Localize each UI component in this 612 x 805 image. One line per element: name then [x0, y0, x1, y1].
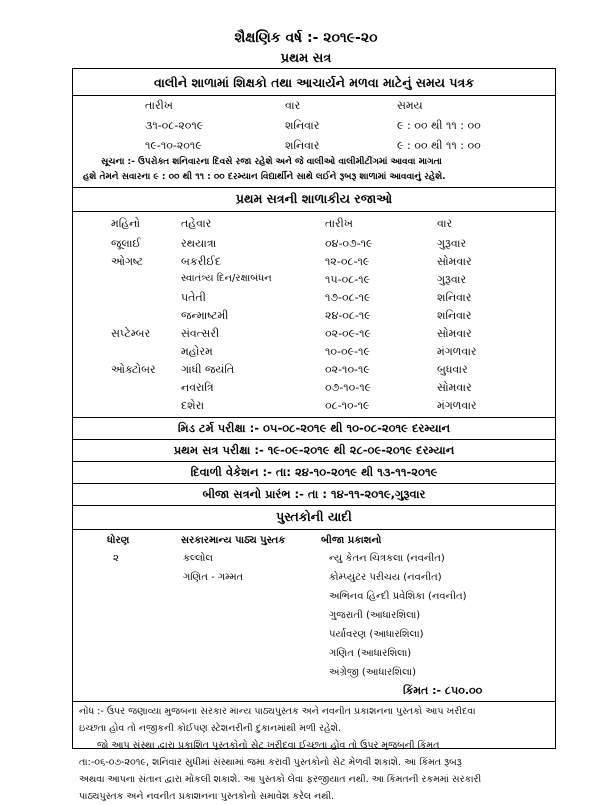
meeting-day: શનિવાર: [285, 119, 320, 132]
academic-year-title: શૈક્ષણિક વર્ષ :- ૨૦૧૯-૨૦: [234, 30, 378, 46]
holiday-date: ૦૮-૧૦-૧૯: [325, 399, 370, 412]
holiday-festival: બકરીઈદ: [181, 255, 222, 268]
meeting-note-line: હશે તેમને સવારના ૯ : ૦૦ થી ૧૧ : ૦૦ દરમ્યાન વિદ્યાર્થીને સાથે લઈને રૂબરૂ શાળામાં આવવાનું રહેશે.: [83, 172, 446, 182]
holiday-day: મંગળવાર: [437, 345, 477, 358]
holiday-row: [73, 255, 555, 274]
books-col-other: બીજા પ્રકાશનો: [321, 535, 382, 546]
other-book: ન્યુ કેતન ચિત્રકલા (નવનીત): [329, 553, 445, 564]
holiday-day: બુધવાર: [437, 363, 468, 376]
holiday-day: સોમવાર: [437, 327, 472, 340]
holiday-row: [73, 237, 555, 256]
holiday-festival: જન્માષ્ટમી: [181, 309, 229, 322]
holiday-date: ૦૭-૧૦-૧૯: [325, 381, 372, 394]
govt-book: કલ્લોલ: [183, 553, 213, 564]
meeting-day: શનિવાર: [285, 139, 320, 152]
meeting-time: ૯ : ૦૦ થી ૧૧ : ૦૦: [397, 139, 481, 152]
holiday-festival: સંવત્સરી: [181, 327, 220, 340]
holidays-col-festival: તહેવાર: [181, 217, 212, 230]
meeting-col-day: વાર: [285, 99, 301, 112]
books-col-std: ધોરણ: [107, 535, 130, 546]
holiday-date: ૧૦-૦૯-૧૯: [325, 345, 370, 358]
holiday-row: [73, 327, 555, 346]
diwali-vacation: દિવાળી વેકેશન :- તા: ૨૪-૧૦-૨૦૧૯ થી ૧૩-૧૧-૨૦૧૯: [190, 465, 438, 479]
holiday-date: ૨૪-૦૮-૧૯: [325, 309, 371, 322]
other-book: અંગ્રેજી (આધારશિલા): [329, 667, 417, 678]
second-term-start: બીજા સત્રનો પ્રારંભ :- તા : ૧૪-૧૧-૨૦૧૯,ગુરૂવાર: [202, 487, 426, 501]
holiday-row: [73, 399, 555, 418]
divider: [73, 529, 555, 530]
other-book: કોમ્પ્યુટર પરીચય (નવનીત): [329, 572, 442, 583]
meeting-heading: વાલીને શાળામાં શિક્ષકો તથા આચાર્યને મળવા માટેનું સમય પત્રક: [153, 75, 475, 90]
term-title: પ્રથમ સત્ર: [280, 51, 332, 66]
holiday-day: સોમવાર: [437, 255, 472, 268]
divider: [73, 95, 555, 96]
holiday-month: ઓક્ટોબર: [111, 363, 156, 376]
footer-note-line: અથવા આપના સંતાન દ્વારા મોકલી શકાશે. આ પુસ્તકો લેવા ફરજીયાત નથી. આ કિંમતની રકમમાં સરકારી: [79, 774, 482, 785]
holiday-date: ૦૨-૦૯-૧૯: [325, 327, 372, 340]
first-term-exam: પ્રથમ સત્ર પરીક્ષા :- ૧૯-૦૯-૨૦૧૯ થી ૨૮-૦૯-૨૦૧૯ દરમ્યાન: [173, 443, 455, 457]
holiday-day: શનિવાર: [437, 309, 472, 322]
holiday-date: ૧૨-૦૮-૧૯: [325, 255, 370, 268]
holiday-festival: સ્વાતંત્ર્ય દિન/રક્ષાબંધન: [181, 273, 272, 284]
holiday-day: મંગળવાર: [437, 399, 477, 412]
footer-note-line: તા:-૦૬-૦૭-૨૦૧૯, શનિવાર સુધીમાં સંસ્થામાં જમા કરાવી પુસ્તકોનો સેટ મેળવી શકાશે. આ કિંમત રૂબરૂ: [79, 757, 462, 768]
books-heading: પુસ્તકોની યાદી: [276, 509, 352, 524]
other-book: ગુજરાતી (આધારશિલા): [329, 610, 421, 621]
holiday-date: ૧૭-૦૮-૧૯: [325, 291, 371, 304]
books-std-value: ૨: [113, 553, 119, 564]
meeting-col-time: સમય: [397, 99, 423, 112]
holiday-month: સપ્ટેમ્બર: [111, 327, 151, 340]
holiday-row: [73, 291, 555, 310]
books-col-govt: સરકારમાન્ય પાઠ્ય પુસ્તક: [181, 535, 286, 546]
other-book: અભિનવ હિન્દી પ્રવેશિકા (નવનીત): [329, 591, 467, 602]
mid-term-exam: મિડ ટર્મ પરીક્ષા :- ૦૫-૦૮-૨૦૧૯ થી ૧૦-૦૮-૨૦૧૯ દરમ્યાન: [177, 421, 451, 435]
holiday-date: ૧૫-૦૮-૧૯: [325, 273, 371, 286]
holiday-day: શનિવાર: [437, 291, 472, 304]
divider: [73, 439, 555, 440]
holiday-day: ગુરૂવાર: [437, 237, 467, 250]
holiday-row: [73, 309, 555, 328]
holiday-row: [73, 345, 555, 364]
footer-note-line: જો આપ સંસ્થા દ્વારા પ્રકાશિત પુસ્તકોનો સેટ ખરીદવા ઈચ્છતા હોવ તો ઉપર મુજબની કિંમત: [97, 740, 440, 751]
meeting-time: ૯ : ૦૦ થી ૧૧ : ૦૦: [397, 119, 481, 132]
holidays-col-day: વાર: [437, 217, 453, 230]
holidays-col-month: મહિનો: [111, 217, 141, 230]
holiday-row: [73, 381, 555, 400]
divider: [73, 187, 555, 188]
divider: [73, 483, 555, 484]
books-price: કિંમત :- ૮૫૦.૦૦: [403, 684, 483, 697]
govt-book: ગણિત - ગમ્મત: [183, 572, 244, 583]
divider: [73, 211, 555, 212]
other-book: પર્યાવરણ (આધારશિલા): [329, 629, 424, 640]
holiday-festival: પતેતી: [181, 291, 206, 304]
holiday-festival: નવરાત્રિ: [181, 381, 214, 394]
holidays-col-date: તારીખ: [325, 217, 353, 230]
holiday-month: ઓગષ્ટ: [111, 255, 144, 268]
document-frame: [72, 68, 556, 802]
meeting-note-line: સૂચના :- ઉપરોક્ત શનિવારના દિવસે રજા રહેશે અને જે વાલીઓ વાલીમીટીંગમાં આવવા માગતા: [101, 157, 442, 167]
divider: [73, 461, 555, 462]
holidays-heading: પ્રથમ સત્રની શાળાકીય રજાઓ: [235, 191, 393, 206]
footer-note-line: નોંધ :- ઉપર જણાવ્યા મુજબના સરકાર માન્ય પાઠ્યપુસ્તક અને નવનીત પ્રકાશનના પુસ્તકો આપ ખરીદવા: [79, 706, 476, 717]
holiday-day: સોમવાર: [437, 381, 472, 394]
holiday-month: જૂલાઈ: [111, 237, 141, 250]
holiday-date: ૦૨-૧૦-૧૯: [325, 363, 370, 376]
holiday-festival: ગાંધી જયંતિ: [181, 363, 235, 376]
holiday-festival: દશેરા: [181, 399, 205, 412]
holiday-festival: મહોરમ: [181, 345, 213, 358]
holiday-day: ગુરૂવાર: [437, 273, 467, 286]
footer-note-line: પાઠ્યપુસ્તક અને નવનીત પ્રકાશનના પુસ્તકોનો સમાવેશ કરેલ નથી.: [79, 791, 335, 802]
meeting-date: ૩૧-૦૮-૨૦૧૯: [145, 119, 204, 132]
other-book: ગણિત (આધારશિલા): [329, 648, 412, 659]
holidays-header-row: [73, 217, 555, 236]
divider: [73, 701, 555, 702]
holiday-festival: રથયાત્રા: [181, 237, 217, 250]
footer-note-line: ઇચ્છતા હોવ તો નજીકની કોઈપણ સ્ટેશનરીની દુકાનમાંથી મળી રહેશે.: [79, 723, 342, 734]
meeting-date: ૧૯-૧૦-૨૦૧૯: [145, 139, 202, 152]
divider: [73, 505, 555, 506]
divider: [73, 417, 555, 418]
holiday-date: ૦૪-૦૭-૧૯: [325, 237, 373, 250]
holiday-row: [73, 363, 555, 382]
meeting-col-date: તારીખ: [145, 99, 173, 112]
holiday-row: [73, 273, 555, 292]
